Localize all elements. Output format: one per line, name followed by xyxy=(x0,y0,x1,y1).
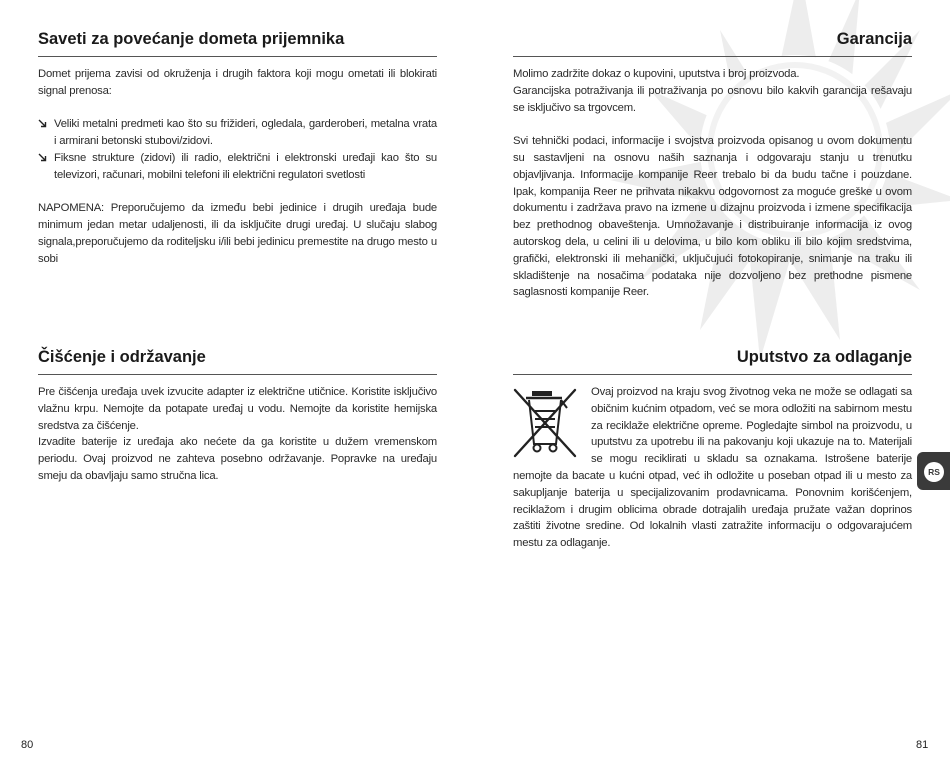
crossed-out-wheelie-bin-icon xyxy=(513,386,577,460)
page-number-left: 80 xyxy=(21,739,34,751)
warranty-paragraph-2: Garancijska potraživanja ili potraživanja po osnovu bilo kakvih garancija rešavaju se isključivo sa trgovcem. xyxy=(513,84,912,114)
warranty-section xyxy=(513,30,912,301)
arrow-down-right-icon xyxy=(38,153,47,162)
page-number-right: 81 xyxy=(916,739,929,751)
disposal-text: Ovaj proizvod na kraju svog životnog veka ne može se odlagati sa običnim kućnim otpadom, već se mora odložiti na sabirnom mestu za reciklaže električne opreme. Pogledajte simbol na proizvodu, u uputstvu za upotrebu ili na pakovanju koji ukazuje na to. Materijali se mogu reciklirati u skladu sa oznakama. Istrošene baterije nemojte da bacate u kućni otpad, već ih odložite u poseban otpad ili u mesto za sakupljanje baterija u specijalizovanim prodavnicama. Ponovnim korišćenjem, reciklažom i drugim oblicima obrade dotrajalih uređaja pružate važan doprinos zaštiti životne sredine. Od lokalnih vlasti zatražite informaciju o odgovarajućem mestu za odlaganje. xyxy=(513,386,912,550)
cleaning-paragraph-2: Izvadite baterije iz uređaja ako nećete da ga koristite u dužem vremenskom periodu. Ovaj proizvod ne zahteva posebno održavanje. Popravke na uređaju smeju da obavljaju samo stručna lica. xyxy=(38,436,437,482)
range-note-text: NAPOMENA: Preporučujemo da između bebi jedinice i drugih uređaja bude minimum jedan metar udaljenosti, ili da isključite drugi uređaj. U slučaju slabog signala,preporučujemo da roditeljsku i/ili bebi jedinicu premestite na drugo mesto u sobi xyxy=(38,202,437,265)
cleaning-section xyxy=(38,348,437,485)
range-tips-heading: Saveti za povećanje dometa prijemnika xyxy=(38,30,437,57)
list-item xyxy=(38,116,437,150)
cleaning-paragraph-1: Pre čišćenja uređaja uvek izvucite adapter iz električne utičnice. Koristite isključivo vlažnu krpu. Nemojte da potapate uređaj u vodu. Nemojte da koristite hemijska sredstva za čišćenje. xyxy=(38,386,437,432)
list-item xyxy=(38,150,437,184)
bullet-text: Veliki metalni predmeti kao što su frižideri, ogledala, garderoberi, metalna vrata i armirani betonski stubovi/zidovi. xyxy=(54,118,437,148)
disposal-heading: Uputstvo za odlaganje xyxy=(513,348,912,375)
cleaning-heading: Čišćenje i održavanje xyxy=(38,348,437,375)
bullet-text: Fiksne strukture (zidovi) ili radio, električni i elektronski uređaji kao što su televizori, računari, mobilni telefoni ili električni regulatori svetlosti xyxy=(54,151,437,181)
warranty-paragraph-3: Svi tehnički podaci, informacije i svojstva proizvoda opisanog u ovom dokumentu su sastavljeni na osnovu naših saznanja i odgovaraju stanju u trenutku objavljivanja. Informacije kompanije Reer trebalo bi da budu tačne i pouzdane. Ipak, kompanija Reer ne prihvata nikakvu odgovornost za moguće greške u ovom dokumentu i zadržava pravo na izmene u dizajnu proizvoda i izmene specifikacija bez prethodnog obaveštenja. Umnožavanje i distribuiranje informacija iz ovog autorskog dela, u celini ili u delovima, u bilo kom obliku ili bilo kojim sredstvima, grafički, elektronski ili mehanički, uključujući fotokopiranje, snimanje na traku ili skladištenje na nosačima podataka nije dozvoljeno bez prethodne pismene saglasnosti kompanije Reer. xyxy=(513,135,912,299)
range-intro-text: Domet prijema zavisi od okruženja i drugih faktora koji mogu ometati ili blokirati signal prenosa: xyxy=(38,68,437,97)
language-code-badge: RS xyxy=(924,462,944,482)
range-obstacles-list xyxy=(38,116,437,183)
range-tips-section xyxy=(38,30,437,268)
language-tab xyxy=(917,452,950,490)
arrow-down-right-icon xyxy=(38,119,47,128)
warranty-paragraph-1: Molimo zadržite dokaz o kupovini, uputstva i broj proizvoda. xyxy=(513,68,800,80)
warranty-heading: Garancija xyxy=(513,30,912,57)
disposal-section xyxy=(513,348,912,552)
